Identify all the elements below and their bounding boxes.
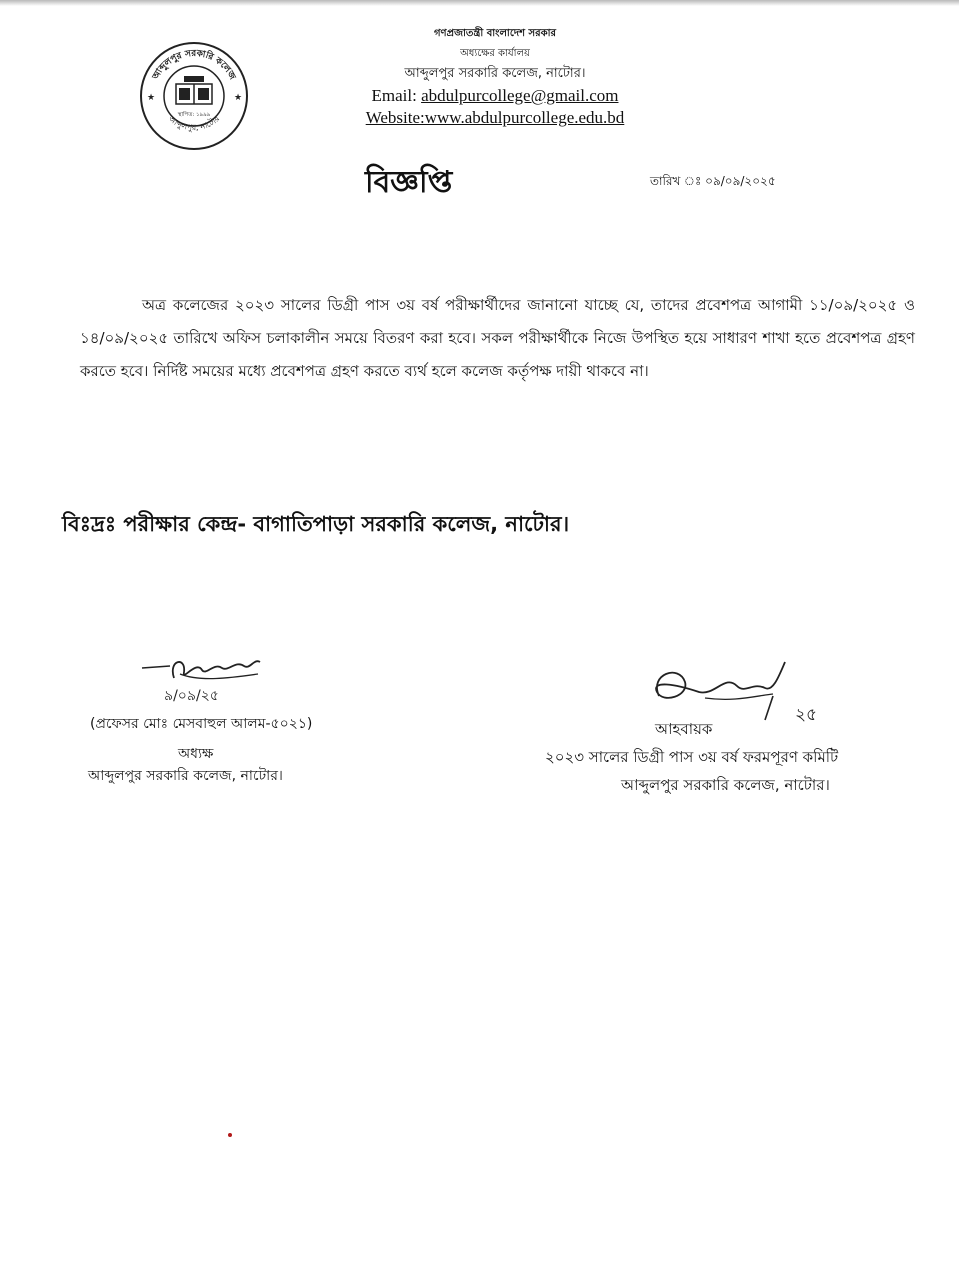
svg-text:স্থাপিত: ১৯৯৯: স্থাপিত: ১৯৯৯: [177, 112, 211, 118]
college-logo: [138, 40, 250, 152]
scan-top-edge: [0, 0, 959, 6]
college-name: আব্দুলপুর সরকারি কলেজ, নাটোর।: [404, 66, 586, 81]
principal-name: (প্রফেসর মোঃ মেসবাহুল আলম-৫০২১): [90, 716, 313, 732]
notice-title: বিজ্ঞপ্তি: [365, 165, 453, 200]
website-line[interactable]: Website:www.abdulpurcollege.edu.bd: [365, 108, 625, 127]
convener-role: আহবায়ক: [655, 720, 713, 738]
svg-text:আব্দুলপুর সরকারি কলেজ: আব্দুলপুর সরকারি কলেজ: [150, 48, 238, 82]
email-label: Email:: [371, 86, 417, 105]
svg-text:আব্দুলপুর, নাটোর: আব্দুলপুর, নাটোর: [166, 114, 222, 133]
svg-text:★: ★: [147, 93, 156, 103]
principal-designation: অধ্যক্ষ: [178, 746, 214, 762]
principal-institution: আব্দুলপুর সরকারি কলেজ, নাটোর।: [88, 768, 283, 784]
principal-signature: [140, 652, 280, 710]
svg-text:★: ★: [234, 93, 243, 103]
svg-text:২৫: ২৫: [795, 705, 818, 725]
svg-text:৯/০৯/২৫: ৯/০৯/২৫: [164, 688, 219, 704]
email-line: [340, 86, 650, 106]
notice-paragraph: অত্র কলেজের ২০২৩ সালের ডিগ্রী পাস ৩য় বর্ষ পরীক্ষার্থীদের জানানো যাচ্ছে যে, তাদের প্রবেশপত্র আগামী ১১/০৯/২০২৫ ও ১৪/০৯/২০২৫ তারিখে অফিস চলাকালীন সময়ে বিতরণ করা হবে। সকল পরীক্ষার্থীকে নিজে উপস্থিত হয়ে সাধারণ শাখা হতে প্রবেশপত্র গ্রহণ করতে হবে। নির্দিষ্ট সময়ের মধ্যে প্রবেশপত্র গ্রহণ করতে ব্যর্থ হলে কলেজ কর্তৃপক্ষ দায়ী থাকবে না।: [80, 296, 915, 380]
convener-committee: ২০২৩ সালের ডিগ্রী পাস ৩য় বর্ষ ফরমপূরণ কমিটি: [545, 748, 839, 766]
office-name: অধ্যক্ষের কার্যালয়: [460, 48, 530, 59]
email-address[interactable]: abdulpurcollege@gmail.com: [421, 86, 619, 105]
notice-body: [80, 289, 915, 388]
convener-institution: আব্দুলপুর সরকারি কলেজ, নাটোর।: [621, 776, 830, 794]
exam-centre-note: বিঃদ্রঃ পরীক্ষার কেন্দ্র- বাগাতিপাড়া সরকারি কলেজ, নাটোর।: [62, 512, 570, 536]
government-name: গণপ্রজাতন্ত্রী বাংলাদেশ সরকার: [434, 28, 556, 39]
notice-date: তারিখ ঃ ০৯/০৯/২০২৫: [650, 174, 776, 188]
red-dot-mark: [228, 1133, 232, 1137]
